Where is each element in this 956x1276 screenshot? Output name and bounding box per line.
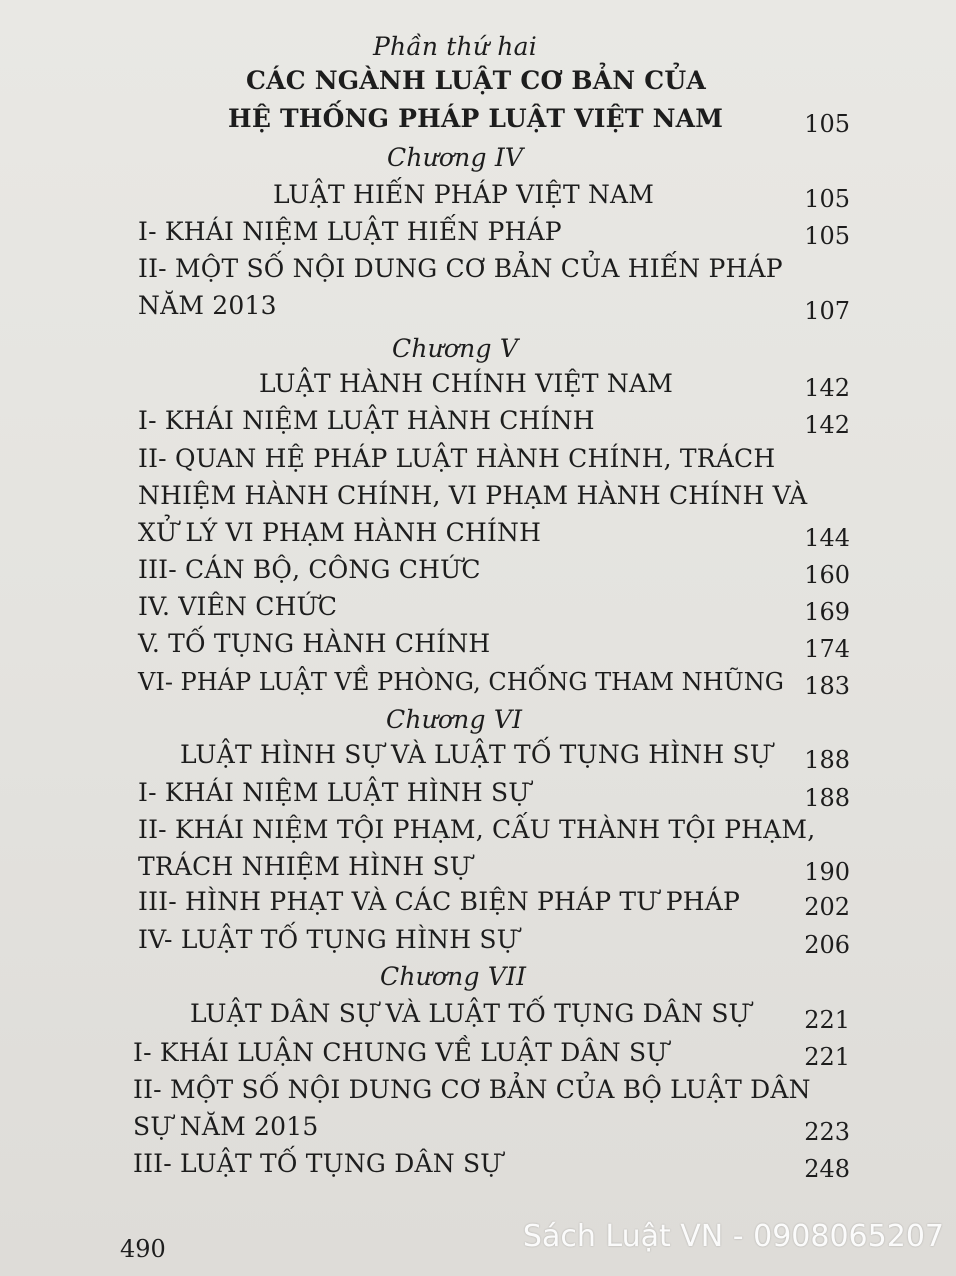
toc-entry: I- KHÁI NIỆM LUẬT HÀNH CHÍNH [138, 406, 595, 435]
toc-page-number: 202 [804, 893, 850, 921]
toc-entry: II- MỘT SỐ NỘI DUNG CƠ BẢN CỦA HIẾN PHÁP [138, 254, 783, 283]
toc-entry: I- KHÁI LUẬN CHUNG VỀ LUẬT DÂN SỰ [133, 1038, 668, 1067]
toc-entry: IV- LUẬT TỐ TỤNG HÌNH SỰ [138, 925, 518, 954]
chapter-6-title-page: 188 [804, 746, 850, 774]
chapter-5-title: LUẬT HÀNH CHÍNH VIỆT NAM [259, 369, 674, 398]
chapter-5-label: Chương V [392, 334, 519, 363]
chapter-6-label: Chương VI [386, 705, 523, 734]
chapter-7-title: LUẬT DÂN SỰ VÀ LUẬT TỐ TỤNG DÂN SỰ [190, 999, 750, 1028]
toc-entry: III- LUẬT TỐ TỤNG DÂN SỰ [133, 1149, 502, 1178]
toc-entry-continued: XỬ LÝ VI PHẠM HÀNH CHÍNH [138, 518, 542, 547]
toc-entry: IV. VIÊN CHỨC [138, 592, 338, 621]
toc-page-number: 248 [804, 1155, 850, 1183]
toc-page-number: 105 [804, 222, 850, 250]
toc-page-number: 142 [804, 411, 850, 439]
toc-entry-continued: SỰ NĂM 2015 [133, 1112, 319, 1141]
toc-page-number: 221 [804, 1043, 850, 1071]
toc-entry: I- KHÁI NIỆM LUẬT HÌNH SỰ [138, 778, 530, 807]
chapter-7-title-page: 221 [804, 1006, 850, 1034]
toc-entry-continued: NHIỆM HÀNH CHÍNH, VI PHẠM HÀNH CHÍNH VÀ [138, 481, 808, 510]
toc-entry-continued: NĂM 2013 [138, 291, 277, 320]
part-title-line2: HỆ THỐNG PHÁP LUẬT VIỆT NAM [228, 104, 724, 133]
toc-entry: VI- PHÁP LUẬT VỀ PHÒNG, CHỐNG THAM NHŨNG [138, 668, 784, 696]
part-title-line1: CÁC NGÀNH LUẬT CƠ BẢN CỦA [246, 66, 706, 95]
toc-entry-continued: TRÁCH NHIỆM HÌNH SỰ [138, 852, 472, 881]
toc-entry: II- QUAN HỆ PHÁP LUẬT HÀNH CHÍNH, TRÁCH [138, 444, 776, 473]
toc-page-number: 223 [804, 1118, 850, 1146]
toc-page-number: 169 [804, 598, 850, 626]
toc-page-number: 188 [804, 784, 850, 812]
toc-entry: I- KHÁI NIỆM LUẬT HIẾN PHÁP [138, 217, 562, 246]
chapter-6-title: LUẬT HÌNH SỰ VÀ LUẬT TỐ TỤNG HÌNH SỰ [180, 740, 772, 769]
toc-page-number: 206 [804, 931, 850, 959]
watermark: Sách Luật VN - 0908065207 [522, 1219, 944, 1254]
toc-page-number: 107 [804, 297, 850, 325]
toc-entry: II- KHÁI NIỆM TỘI PHẠM, CẤU THÀNH TỘI PHẠM, [138, 815, 816, 844]
toc-page-number: 174 [804, 635, 850, 663]
toc-page-number: 144 [804, 524, 850, 552]
page-number: 490 [120, 1235, 166, 1263]
toc-entry: III- CÁN BỘ, CÔNG CHỨC [138, 555, 481, 584]
toc-entry: V. TỐ TỤNG HÀNH CHÍNH [138, 629, 491, 658]
chapter-4-title-page: 105 [804, 185, 850, 213]
chapter-4-title: LUẬT HIẾN PHÁP VIỆT NAM [273, 180, 655, 209]
toc-entry: III- HÌNH PHẠT VÀ CÁC BIỆN PHÁP TƯ PHÁP [138, 887, 740, 916]
chapter-7-label: Chương VII [380, 962, 527, 991]
part-label: Phần thứ hai [373, 32, 537, 61]
chapter-5-title-page: 142 [804, 374, 850, 402]
chapter-4-label: Chương IV [387, 143, 524, 172]
part-page-number: 105 [804, 110, 850, 138]
toc-page-number: 190 [804, 858, 850, 886]
toc-page-number: 160 [804, 561, 850, 589]
toc-entry: II- MỘT SỐ NỘI DUNG CƠ BẢN CỦA BỘ LUẬT DÂN [133, 1075, 811, 1104]
toc-page-number: 183 [804, 672, 850, 700]
